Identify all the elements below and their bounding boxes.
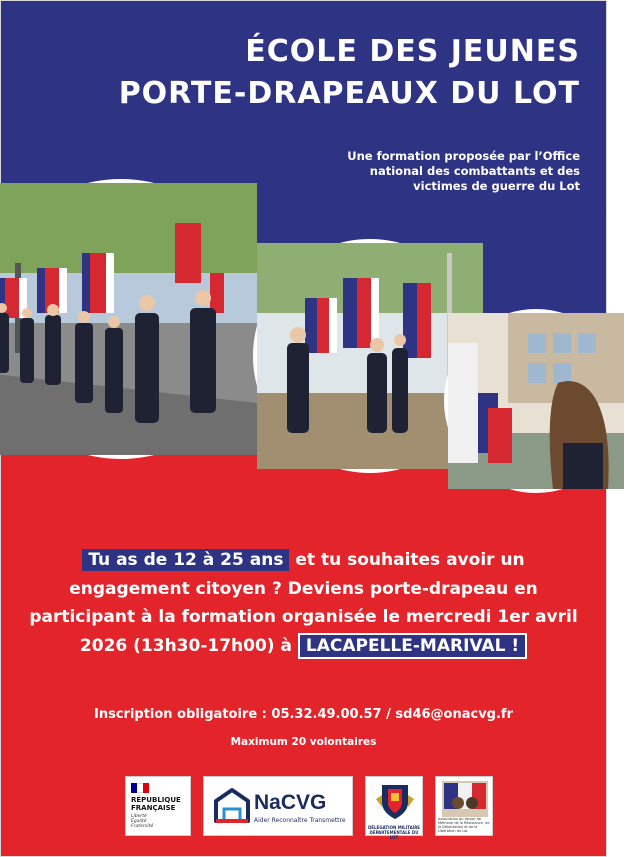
poster-subtitle [330,149,580,194]
onacvg-logo [203,776,353,836]
association-caption: Association du devoir de Mémoire de la Résistance, de la Déportation et de la Libération du Lot [438,817,490,833]
invitation-text [21,546,586,660]
association-emblem-icon [436,779,494,819]
subtitle-line-1: Une formation proposée par l’Office [347,149,580,163]
onacvg-emblem-icon [212,787,252,827]
republique-line-1: RÉPUBLIQUE [131,796,181,804]
republique-motto [131,814,185,829]
parade-photo [0,179,261,459]
subtitle-line-2: national des combattants et des [369,164,580,178]
invitation-body: et tu souhaites avoir un engagement citoyen ? Deviens porte-drapeau en participant à la formation organisée le mercredi 1er avril 2026 (13h30-17h00) à [29,550,578,656]
subtitle-line-3: victimes de guerre du Lot [413,179,580,193]
title-line-1: ÉCOLE DES JEUNES [245,34,580,69]
military-crest-icon [366,781,424,821]
republique-line-2: FRANÇAISE [131,804,176,812]
young-bearer-photo [444,309,628,493]
maximum-volunteers: Maximum 20 volontaires [230,736,377,748]
motto-liberte: Liberté [131,814,147,819]
memory-association-logo [435,776,493,836]
location-highlight: LACAPELLE-MARIVAL ! [298,633,527,659]
dmd-lot-logo [365,776,423,840]
inscription-info: Inscription obligatoire : 05.32.49.00.57 / sd46@onacvg.fr [94,707,513,722]
poster-title [119,31,580,115]
dmd-line-1: DÉLÉGATION MILITAIRE [367,825,421,830]
marianne-flag-icon [131,783,149,793]
motto-fraternite: Fraternité [131,824,154,829]
age-highlight: Tu as de 12 à 25 ans [82,549,289,571]
onacvg-tagline: Aider Reconnaître Transmettre [254,817,346,824]
title-line-2: PORTE-DRAPEAUX DU LOT [118,76,580,111]
onacvg-name: NaCVG [254,791,327,814]
motto-egalite: Égalité [131,819,147,824]
republique-francaise-logo [125,776,191,836]
dmd-line-2: DÉPARTEMENTALE DU LOT [369,830,419,840]
